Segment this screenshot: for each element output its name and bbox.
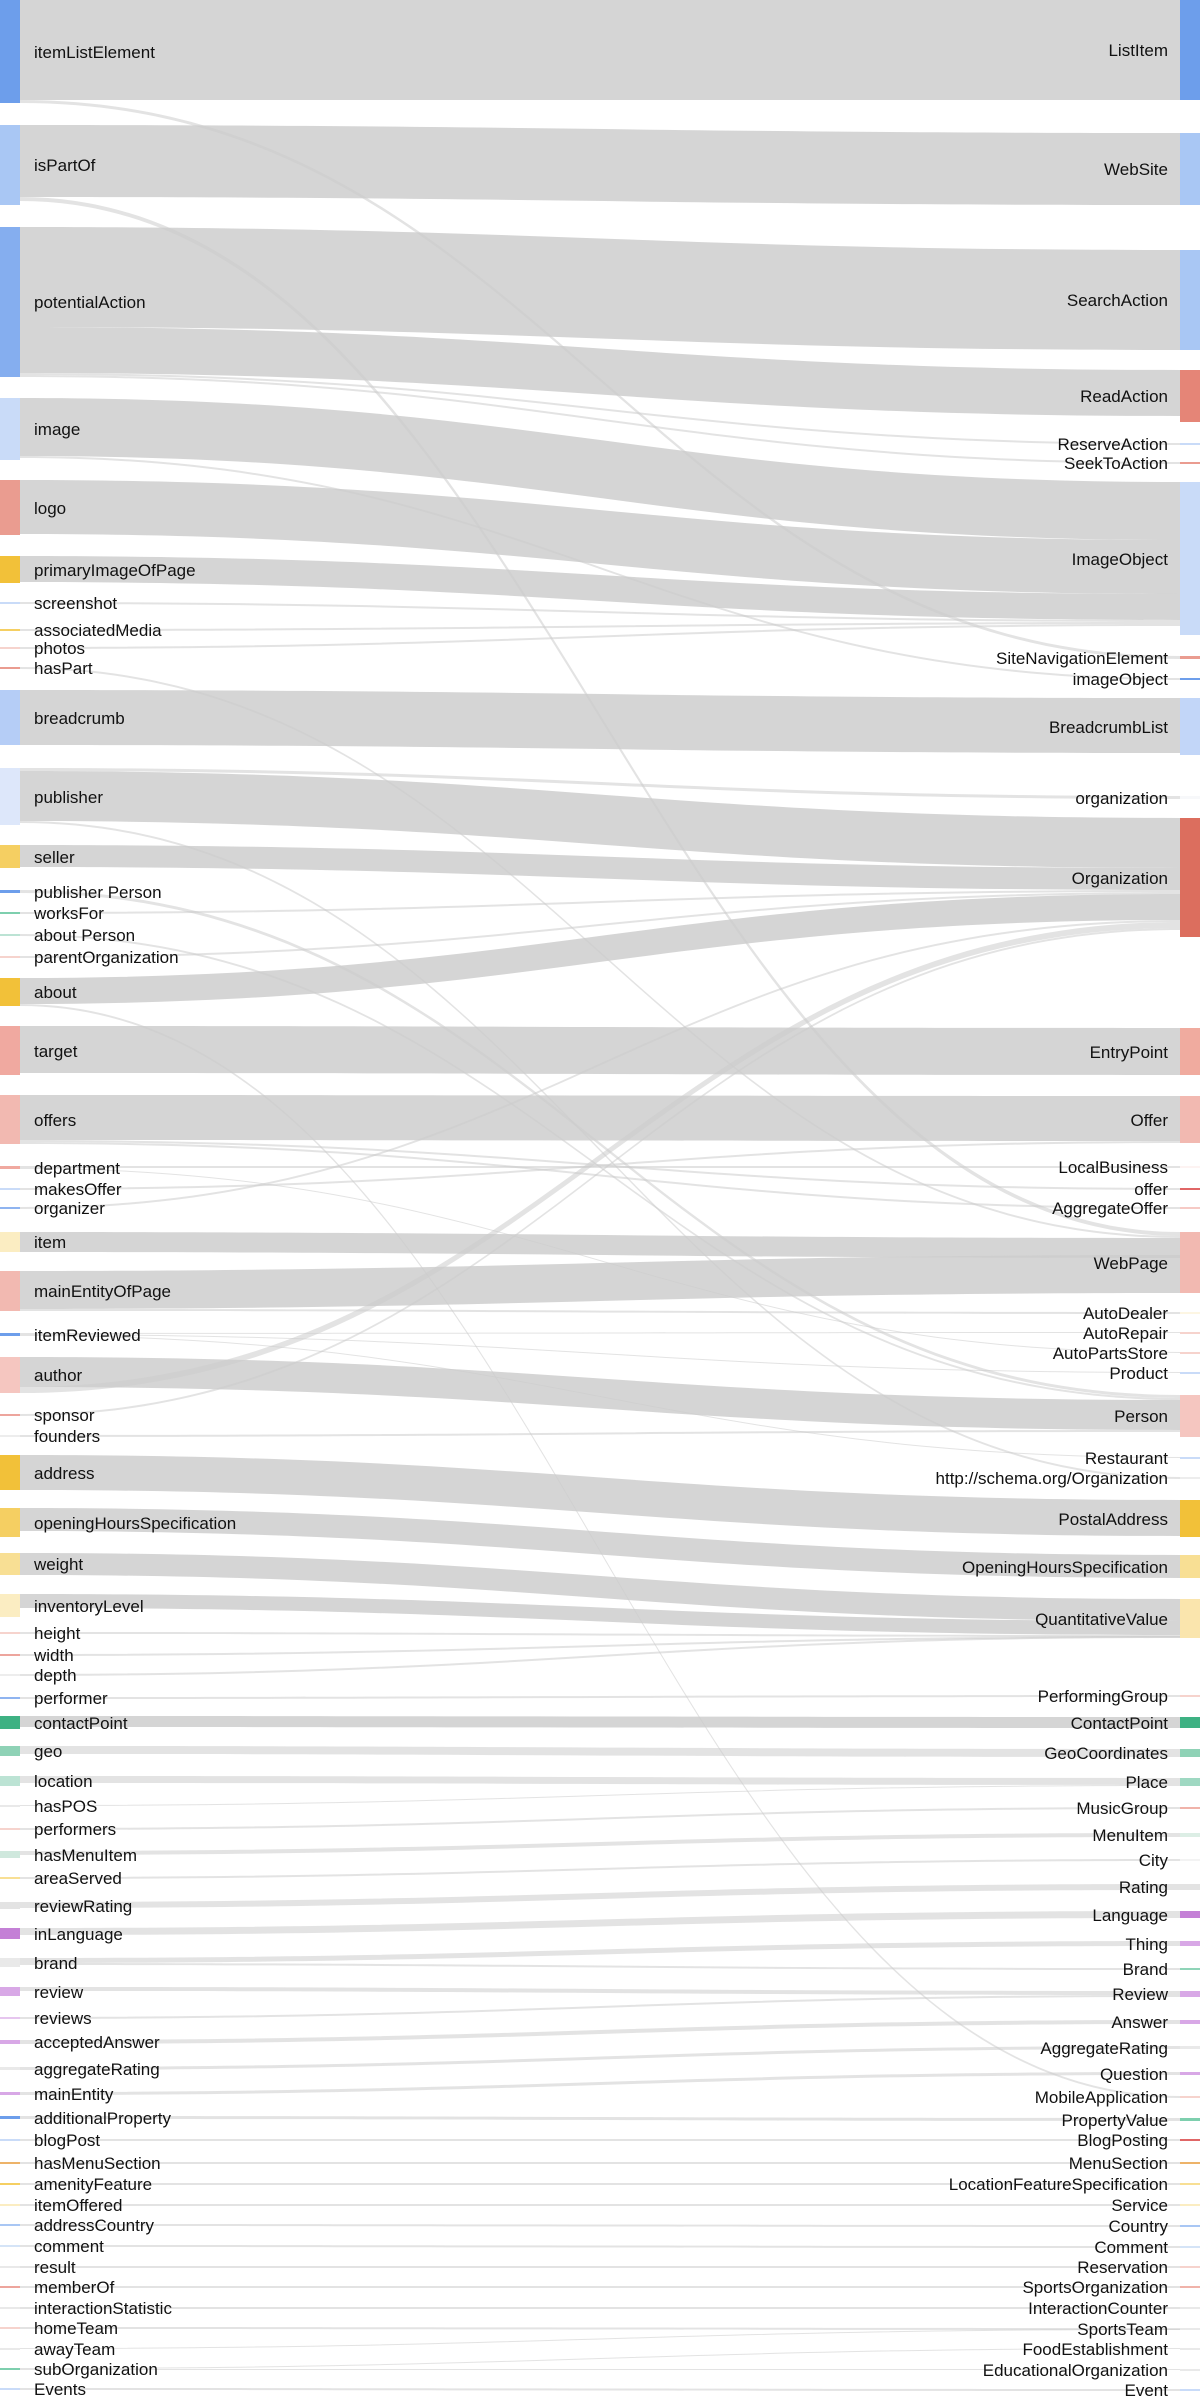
node-left-image[interactable] — [0, 398, 20, 460]
node-left-makesoffer[interactable] — [0, 1188, 20, 1190]
node-left-addresscountry[interactable] — [0, 2224, 20, 2226]
link-hometeam-to-sportsteam[interactable] — [20, 2327, 1180, 2330]
label-left-events: Events — [34, 2380, 86, 2399]
node-right-language[interactable] — [1180, 1911, 1200, 1918]
node-left-geo[interactable] — [0, 1746, 20, 1756]
link-photos-to-imageobject[interactable] — [20, 624, 1180, 649]
node-left-brand[interactable] — [0, 1958, 20, 1967]
node-right-offer[interactable] — [1180, 1188, 1200, 1190]
link-result-to-reservation[interactable] — [20, 2266, 1180, 2268]
label-left-screenshot: screenshot — [34, 594, 118, 613]
node-right-interactioncounter[interactable] — [1180, 2307, 1200, 2309]
label-right-offer: Offer — [1130, 1111, 1168, 1130]
node-left-aggregaterating[interactable] — [0, 2067, 20, 2070]
node-left-location[interactable] — [0, 1776, 20, 1786]
label-right-imageobject: imageObject — [1072, 670, 1168, 689]
node-left-associatedmedia[interactable] — [0, 629, 20, 631]
label-right-autopartsstore: AutoPartsStore — [1052, 1344, 1168, 1363]
node-left-address[interactable] — [0, 1455, 20, 1490]
label-left-founders: founders — [34, 1427, 101, 1446]
node-right-foodestablishment[interactable] — [1180, 2348, 1200, 2350]
node-right-rating[interactable] — [1180, 1884, 1200, 1890]
node-right-contactpoint[interactable] — [1180, 1717, 1200, 1728]
label-left-hasmenuitem: hasMenuItem — [34, 1846, 137, 1865]
label-left-haspos: hasPOS — [34, 1797, 98, 1816]
link-itemoffered-to-service[interactable] — [20, 2204, 1180, 2206]
label-left-suborganization: subOrganization — [34, 2360, 158, 2379]
label-left-seller: seller — [34, 848, 75, 867]
node-right-blogposting[interactable] — [1180, 2139, 1200, 2141]
label-left-logo: logo — [34, 499, 67, 518]
label-left-target: target — [34, 1042, 78, 1061]
label-right-entrypoint: EntryPoint — [1089, 1043, 1168, 1062]
link-aggregaterating-to-aggregaterating[interactable] — [20, 2046, 1180, 2070]
label-right-service: Service — [1111, 2196, 1168, 2215]
label-right-reserveaction: ReserveAction — [1057, 435, 1168, 454]
label-left-organizer: organizer — [34, 1199, 105, 1218]
label-right-thing: Thing — [1125, 1935, 1168, 1954]
label-left-ispartof: isPartOf — [34, 156, 96, 175]
node-left-breadcrumb[interactable] — [0, 690, 20, 745]
node-right-review[interactable] — [1180, 1991, 1200, 1997]
link-awayteam-to-sportsteam[interactable] — [20, 2329, 1180, 2349]
label-left-associatedmedia: associatedMedia — [34, 621, 162, 640]
label-right-answer: Answer — [1111, 2013, 1168, 2032]
node-right-seektoaction[interactable] — [1180, 462, 1200, 464]
label-right-postaladdress: PostalAddress — [1058, 1510, 1168, 1529]
label-left-mainentity: mainEntity — [34, 2085, 114, 2104]
link-inlanguage-to-language[interactable] — [20, 1911, 1180, 1935]
node-left-performers[interactable] — [0, 1828, 20, 1830]
link-itemreviewed-to-autorepair[interactable] — [20, 1332, 1180, 1334]
label-left-inventorylevel: inventoryLevel — [34, 1597, 144, 1616]
label-left-depth: depth — [34, 1666, 77, 1685]
node-right-organization[interactable] — [1180, 818, 1200, 937]
label-right-event: Event — [1124, 2381, 1168, 2400]
node-right-propertyvalue[interactable] — [1180, 2118, 1200, 2121]
node-right-place[interactable] — [1180, 1778, 1200, 1786]
link-brand-to-brand[interactable] — [20, 1963, 1180, 1970]
label-right-http-schema-org-organization: http://schema.org/Organization — [935, 1469, 1168, 1488]
link-founders-to-person[interactable] — [20, 1430, 1180, 1437]
node-left-mainentity[interactable] — [0, 2092, 20, 2095]
node-right-mobileapplication[interactable] — [1180, 2096, 1200, 2098]
node-left-width[interactable] — [0, 1654, 20, 1656]
label-right-rating: Rating — [1118, 1878, 1168, 1897]
label-left-openinghoursspecification: openingHoursSpecification — [34, 1514, 237, 1533]
node-right-readaction[interactable] — [1180, 370, 1200, 422]
node-right-autopartsstore[interactable] — [1180, 1352, 1200, 1354]
link-areaserved-to-city[interactable] — [20, 1859, 1180, 1879]
node-right-event[interactable] — [1180, 2389, 1200, 2391]
label-right-educationalorganization: EducationalOrganization — [982, 2361, 1168, 2380]
node-right-listitem[interactable] — [1180, 0, 1200, 100]
label-right-aggregaterating: AggregateRating — [1040, 2039, 1168, 2058]
label-left-item: item — [34, 1233, 67, 1252]
label-right-restaurant: Restaurant — [1084, 1449, 1168, 1468]
label-left-result: result — [34, 2258, 76, 2277]
node-right-sitenavigationelement[interactable] — [1180, 656, 1200, 659]
node-right-menusection[interactable] — [1180, 2162, 1200, 2164]
label-left-haspart: hasPart — [34, 659, 93, 678]
link-itemlistelement-to-listitem[interactable] — [20, 0, 1180, 100]
label-right-product: Product — [1109, 1364, 1168, 1383]
label-left-brand: brand — [34, 1954, 78, 1973]
label-left-weight: weight — [34, 1555, 84, 1574]
label-left-primaryimageofpage: primaryImageOfPage — [34, 561, 196, 580]
label-left-department: department — [34, 1159, 120, 1178]
label-left-breadcrumb: breadcrumb — [34, 709, 125, 728]
label-left-worksfor: worksFor — [34, 904, 104, 923]
label-right-language: Language — [1092, 1906, 1168, 1925]
label-left-geo: geo — [34, 1742, 63, 1761]
node-left-itemlistelement[interactable] — [0, 0, 20, 103]
node-right-localbusiness[interactable] — [1180, 1166, 1200, 1168]
label-right-review: Review — [1112, 1985, 1168, 2004]
label-right-breadcrumblist: BreadcrumbList — [1048, 718, 1168, 737]
label-left-performers: performers — [34, 1820, 117, 1839]
node-left-worksfor[interactable] — [0, 912, 20, 914]
label-right-performinggroup: PerformingGroup — [1037, 1687, 1168, 1706]
node-left-areaserved[interactable] — [0, 1877, 20, 1879]
label-right-listitem: ListItem — [1108, 41, 1168, 60]
node-right-searchaction[interactable] — [1180, 250, 1200, 350]
link-mainentity-to-question[interactable] — [20, 2072, 1180, 2095]
node-left-suborganization[interactable] — [0, 2368, 20, 2370]
link-performers-to-musicgroup[interactable] — [20, 1807, 1180, 1830]
node-right-autorepair[interactable] — [1180, 1332, 1200, 1334]
node-left-mainentityofpage[interactable] — [0, 1271, 20, 1311]
link-breadcrumb-to-breadcrumblist[interactable] — [20, 690, 1180, 753]
node-right-quantitativevalue[interactable] — [1180, 1599, 1200, 1638]
node-right-thing[interactable] — [1180, 1941, 1200, 1946]
node-left-weight[interactable] — [0, 1553, 20, 1575]
node-right-locationfeaturespecification[interactable] — [1180, 2183, 1200, 2185]
node-right-country[interactable] — [1180, 2225, 1200, 2227]
label-right-foodestablishment: FoodEstablishment — [1022, 2340, 1168, 2359]
node-left-depth[interactable] — [0, 1674, 20, 1676]
node-left-performer[interactable] — [0, 1697, 20, 1699]
label-left-itemoffered: itemOffered — [34, 2196, 123, 2215]
node-right-organization[interactable] — [1180, 796, 1200, 799]
node-right-imageobject[interactable] — [1180, 678, 1200, 680]
node-left-inventorylevel[interactable] — [0, 1594, 20, 1617]
node-right-person[interactable] — [1180, 1395, 1200, 1437]
node-right-service[interactable] — [1180, 2204, 1200, 2206]
link-mainentityofpage-to-autodealer[interactable] — [20, 1309, 1180, 1314]
label-left-author: author — [34, 1366, 83, 1385]
label-right-sportsorganization: SportsOrganization — [1022, 2278, 1168, 2297]
label-left-review: review — [34, 1983, 84, 2002]
label-left-reviewrating: reviewRating — [34, 1897, 133, 1916]
node-left-amenityfeature[interactable] — [0, 2183, 20, 2185]
label-right-sitenavigationelement: SiteNavigationElement — [996, 649, 1168, 668]
label-right-blogposting: BlogPosting — [1077, 2131, 1168, 2150]
label-left-width: width — [34, 1646, 74, 1665]
node-left-openinghoursspecification[interactable] — [0, 1508, 20, 1537]
link-reviews-to-review[interactable] — [20, 1995, 1180, 2019]
node-right-city[interactable] — [1180, 1859, 1200, 1861]
label-right-city: City — [1138, 1851, 1168, 1870]
node-left-publisher-person[interactable] — [0, 890, 20, 893]
label-right-country: Country — [1108, 2217, 1168, 2236]
node-right-educationalorganization[interactable] — [1180, 2369, 1200, 2371]
node-right-reservation[interactable] — [1180, 2266, 1200, 2268]
label-right-seektoaction: SeekToAction — [1064, 454, 1168, 473]
node-right-geocoordinates[interactable] — [1180, 1749, 1200, 1757]
label-left-acceptedanswer: acceptedAnswer — [34, 2033, 160, 2052]
node-right-website[interactable] — [1180, 133, 1200, 205]
link-makesoffer-to-offer[interactable] — [20, 1141, 1180, 1190]
node-left-target[interactable] — [0, 1026, 20, 1075]
label-left-about: about — [34, 983, 77, 1002]
link-target-to-entrypoint[interactable] — [20, 1026, 1180, 1075]
label-right-place: Place — [1125, 1773, 1168, 1792]
link-author-to-person[interactable] — [20, 1357, 1180, 1430]
label-left-memberof: memberOf — [34, 2278, 115, 2297]
label-right-organization: organization — [1075, 789, 1168, 808]
label-right-aggregateoffer: AggregateOffer — [1052, 1199, 1168, 1218]
node-left-interactionstatistic[interactable] — [0, 2307, 20, 2309]
label-left-blogpost: blogPost — [34, 2131, 101, 2150]
node-right-aggregaterating[interactable] — [1180, 2046, 1200, 2049]
node-left-offers[interactable] — [0, 1095, 20, 1144]
label-right-interactioncounter: InteractionCounter — [1028, 2299, 1168, 2318]
label-right-autodealer: AutoDealer — [1082, 1304, 1168, 1323]
label-left-areaserved: areaServed — [34, 1869, 122, 1888]
node-right-breadcrumblist[interactable] — [1180, 698, 1200, 755]
label-right-menusection: MenuSection — [1068, 2154, 1168, 2173]
node-left-reviews[interactable] — [0, 2017, 20, 2019]
label-left-image: image — [34, 420, 81, 439]
node-right-restaurant[interactable] — [1180, 1457, 1200, 1459]
label-left-publisher: publisher — [34, 788, 103, 807]
node-left-itemreviewed[interactable] — [0, 1333, 20, 1336]
node-left-department[interactable] — [0, 1166, 20, 1169]
label-right-imageobject: ImageObject — [1071, 550, 1168, 569]
label-left-contactpoint: contactPoint — [34, 1714, 128, 1733]
node-left-haspart[interactable] — [0, 667, 20, 669]
label-left-makesoffer: makesOffer — [34, 1180, 122, 1199]
label-left-publisher-person: publisher Person — [34, 883, 162, 902]
link-blogpost-to-blogposting[interactable] — [20, 2139, 1180, 2141]
link-contactpoint-to-contactpoint[interactable] — [20, 1716, 1180, 1728]
node-right-webpage[interactable] — [1180, 1232, 1200, 1293]
node-left-about[interactable] — [0, 978, 20, 1006]
label-right-mobileapplication: MobileApplication — [1034, 2088, 1168, 2107]
node-right-comment[interactable] — [1180, 2246, 1200, 2248]
node-right-menuitem[interactable] — [1180, 1833, 1200, 1837]
node-left-about-person[interactable] — [0, 934, 20, 936]
label-right-brand: Brand — [1122, 1960, 1168, 1979]
label-right-autorepair: AutoRepair — [1082, 1324, 1168, 1343]
label-right-website: WebSite — [1104, 160, 1168, 179]
label-right-webpage: WebPage — [1093, 1254, 1168, 1273]
label-right-organization: Organization — [1071, 869, 1168, 888]
link-hasmenusection-to-menusection[interactable] — [20, 2162, 1180, 2164]
label-left-inlanguage: inLanguage — [34, 1925, 123, 1944]
node-left-organizer[interactable] — [0, 1207, 20, 1209]
node-right-question[interactable] — [1180, 2072, 1200, 2075]
label-left-hometeam: homeTeam — [34, 2319, 119, 2338]
link-ispartof-to-website[interactable] — [20, 125, 1180, 205]
node-right-sportsorganization[interactable] — [1180, 2286, 1200, 2288]
link-mainentityofpage-to-webpage[interactable] — [20, 1255, 1180, 1309]
label-left-hasmenusection: hasMenuSection — [34, 2154, 161, 2173]
link-item-to-webpage[interactable] — [20, 1232, 1180, 1258]
node-left-inlanguage[interactable] — [0, 1928, 20, 1939]
label-right-musicgroup: MusicGroup — [1076, 1799, 1168, 1818]
label-right-openinghoursspecification: OpeningHoursSpecification — [961, 1558, 1168, 1577]
label-right-question: Question — [1099, 2065, 1168, 2084]
node-left-primaryimageofpage[interactable] — [0, 556, 20, 583]
link-performer-to-performinggroup[interactable] — [20, 1695, 1180, 1699]
node-right-aggregateoffer[interactable] — [1180, 1207, 1200, 1209]
link-memberof-to-sportsorganization[interactable] — [20, 2286, 1180, 2288]
node-right-imageobject[interactable] — [1180, 482, 1200, 635]
link-depth-to-quantitativevalue[interactable] — [20, 1636, 1180, 1676]
link-interactionstatistic-to-interactioncounter[interactable] — [20, 2307, 1180, 2309]
node-left-height[interactable] — [0, 1632, 20, 1634]
node-left-blogpost[interactable] — [0, 2139, 20, 2141]
label-left-addresscountry: addressCountry — [34, 2216, 155, 2235]
label-left-mainentityofpage: mainEntityOfPage — [34, 1282, 172, 1301]
node-right-brand[interactable] — [1180, 1968, 1200, 1970]
node-left-founders[interactable] — [0, 1435, 20, 1437]
link-offers-to-offer[interactable] — [20, 1095, 1180, 1141]
link-events-to-event[interactable] — [20, 2388, 1180, 2391]
label-right-readaction: ReadAction — [1080, 387, 1168, 406]
link-review-to-review[interactable] — [20, 1987, 1180, 1995]
link-haspos-to-place[interactable] — [20, 1785, 1180, 1806]
label-right-menuitem: MenuItem — [1092, 1826, 1168, 1845]
label-right-comment: Comment — [1094, 2238, 1168, 2257]
label-left-amenityfeature: amenityFeature — [34, 2175, 153, 2194]
node-right-performinggroup[interactable] — [1180, 1695, 1200, 1697]
label-left-comment: comment — [34, 2237, 104, 2256]
node-left-author[interactable] — [0, 1357, 20, 1393]
node-right-offer[interactable] — [1180, 1096, 1200, 1143]
node-left-hometeam[interactable] — [0, 2327, 20, 2329]
node-left-comment[interactable] — [0, 2245, 20, 2247]
label-right-person: Person — [1114, 1407, 1168, 1426]
label-left-potentialaction: potentialAction — [34, 293, 146, 312]
node-left-memberof[interactable] — [0, 2286, 20, 2288]
label-right-localbusiness: LocalBusiness — [1058, 1158, 1168, 1177]
node-left-hasmenuitem[interactable] — [0, 1851, 20, 1858]
label-left-additionalproperty: additionalProperty — [34, 2109, 172, 2128]
label-right-searchaction: SearchAction — [1066, 291, 1168, 310]
node-left-awayteam[interactable] — [0, 2348, 20, 2350]
node-left-photos[interactable] — [0, 647, 20, 649]
node-right-http-schema-org-organization[interactable] — [1180, 1477, 1200, 1479]
label-left-itemreviewed: itemReviewed — [34, 1326, 141, 1345]
label-left-about-person: about Person — [34, 926, 136, 945]
link-hasmenuitem-to-menuitem[interactable] — [20, 1833, 1180, 1855]
node-left-screenshot[interactable] — [0, 602, 20, 604]
label-left-interactionstatistic: interactionStatistic — [34, 2299, 172, 2318]
link-geo-to-geocoordinates[interactable] — [20, 1746, 1180, 1757]
links-layer — [20, 0, 1180, 2391]
node-left-ispartof[interactable] — [0, 125, 20, 205]
node-left-itemoffered[interactable] — [0, 2204, 20, 2206]
label-left-sponsor: sponsor — [34, 1406, 95, 1425]
label-right-contactpoint: ContactPoint — [1070, 1714, 1168, 1733]
label-left-address: address — [34, 1464, 95, 1483]
label-right-locationfeaturespecification: LocationFeatureSpecification — [948, 2175, 1168, 2194]
node-right-reserveaction[interactable] — [1180, 443, 1200, 445]
node-right-postaladdress[interactable] — [1180, 1500, 1200, 1537]
label-right-propertyvalue: PropertyValue — [1061, 2111, 1168, 2130]
label-right-quantitativevalue: QuantitativeValue — [1035, 1610, 1168, 1629]
link-brand-to-thing[interactable] — [20, 1941, 1180, 1963]
label-left-aggregaterating: aggregateRating — [34, 2060, 160, 2079]
label-left-location: location — [34, 1772, 93, 1791]
label-right-offer: offer — [1134, 1180, 1168, 1199]
label-left-offers: offers — [34, 1111, 77, 1130]
node-right-musicgroup[interactable] — [1180, 1807, 1200, 1809]
node-left-acceptedanswer[interactable] — [0, 2040, 20, 2044]
link-comment-to-comment[interactable] — [20, 2245, 1180, 2248]
link-addresscountry-to-country[interactable] — [20, 2224, 1180, 2227]
node-left-haspos[interactable] — [0, 1805, 20, 1807]
link-additionalproperty-to-propertyvalue[interactable] — [20, 2116, 1180, 2121]
node-left-logo[interactable] — [0, 480, 20, 535]
link-location-to-place[interactable] — [20, 1776, 1180, 1785]
link-sponsor-to-organization[interactable] — [20, 928, 1180, 1416]
node-right-sportsteam[interactable] — [1180, 2328, 1200, 2330]
node-right-product[interactable] — [1180, 1372, 1200, 1374]
node-right-autodealer[interactable] — [1180, 1312, 1200, 1314]
label-left-performer: performer — [34, 1689, 108, 1708]
node-right-entrypoint[interactable] — [1180, 1028, 1200, 1075]
node-left-hasmenusection[interactable] — [0, 2162, 20, 2164]
node-left-item[interactable] — [0, 1232, 20, 1252]
link-reviewrating-to-rating[interactable] — [20, 1884, 1180, 1908]
label-left-photos: photos — [34, 639, 86, 658]
label-right-sportsteam: SportsTeam — [1077, 2320, 1168, 2339]
node-left-parentorganization[interactable] — [0, 956, 20, 958]
link-offers-to-aggregateoffer[interactable] — [20, 1142, 1180, 1209]
node-left-contactpoint[interactable] — [0, 1716, 20, 1729]
node-left-additionalproperty[interactable] — [0, 2116, 20, 2119]
node-left-publisher[interactable] — [0, 768, 20, 825]
label-left-awayteam: awayTeam — [34, 2340, 116, 2359]
label-right-geocoordinates: GeoCoordinates — [1044, 1744, 1168, 1763]
label-left-itemlistelement: itemListElement — [34, 43, 155, 62]
node-left-seller[interactable] — [0, 845, 20, 868]
label-left-height: height — [34, 1624, 81, 1643]
node-right-openinghoursspecification[interactable] — [1180, 1555, 1200, 1578]
node-left-sponsor[interactable] — [0, 1414, 20, 1416]
label-left-parentorganization: parentOrganization — [34, 948, 179, 967]
node-left-review[interactable] — [0, 1987, 20, 1996]
node-left-potentialaction[interactable] — [0, 227, 20, 377]
node-left-reviewrating[interactable] — [0, 1902, 20, 1909]
label-right-reservation: Reservation — [1077, 2258, 1168, 2277]
label-left-reviews: reviews — [34, 2009, 92, 2028]
node-left-result[interactable] — [0, 2266, 20, 2268]
node-right-answer[interactable] — [1180, 2020, 1200, 2024]
link-acceptedanswer-to-answer[interactable] — [20, 2020, 1180, 2044]
node-left-events[interactable] — [0, 2388, 20, 2390]
